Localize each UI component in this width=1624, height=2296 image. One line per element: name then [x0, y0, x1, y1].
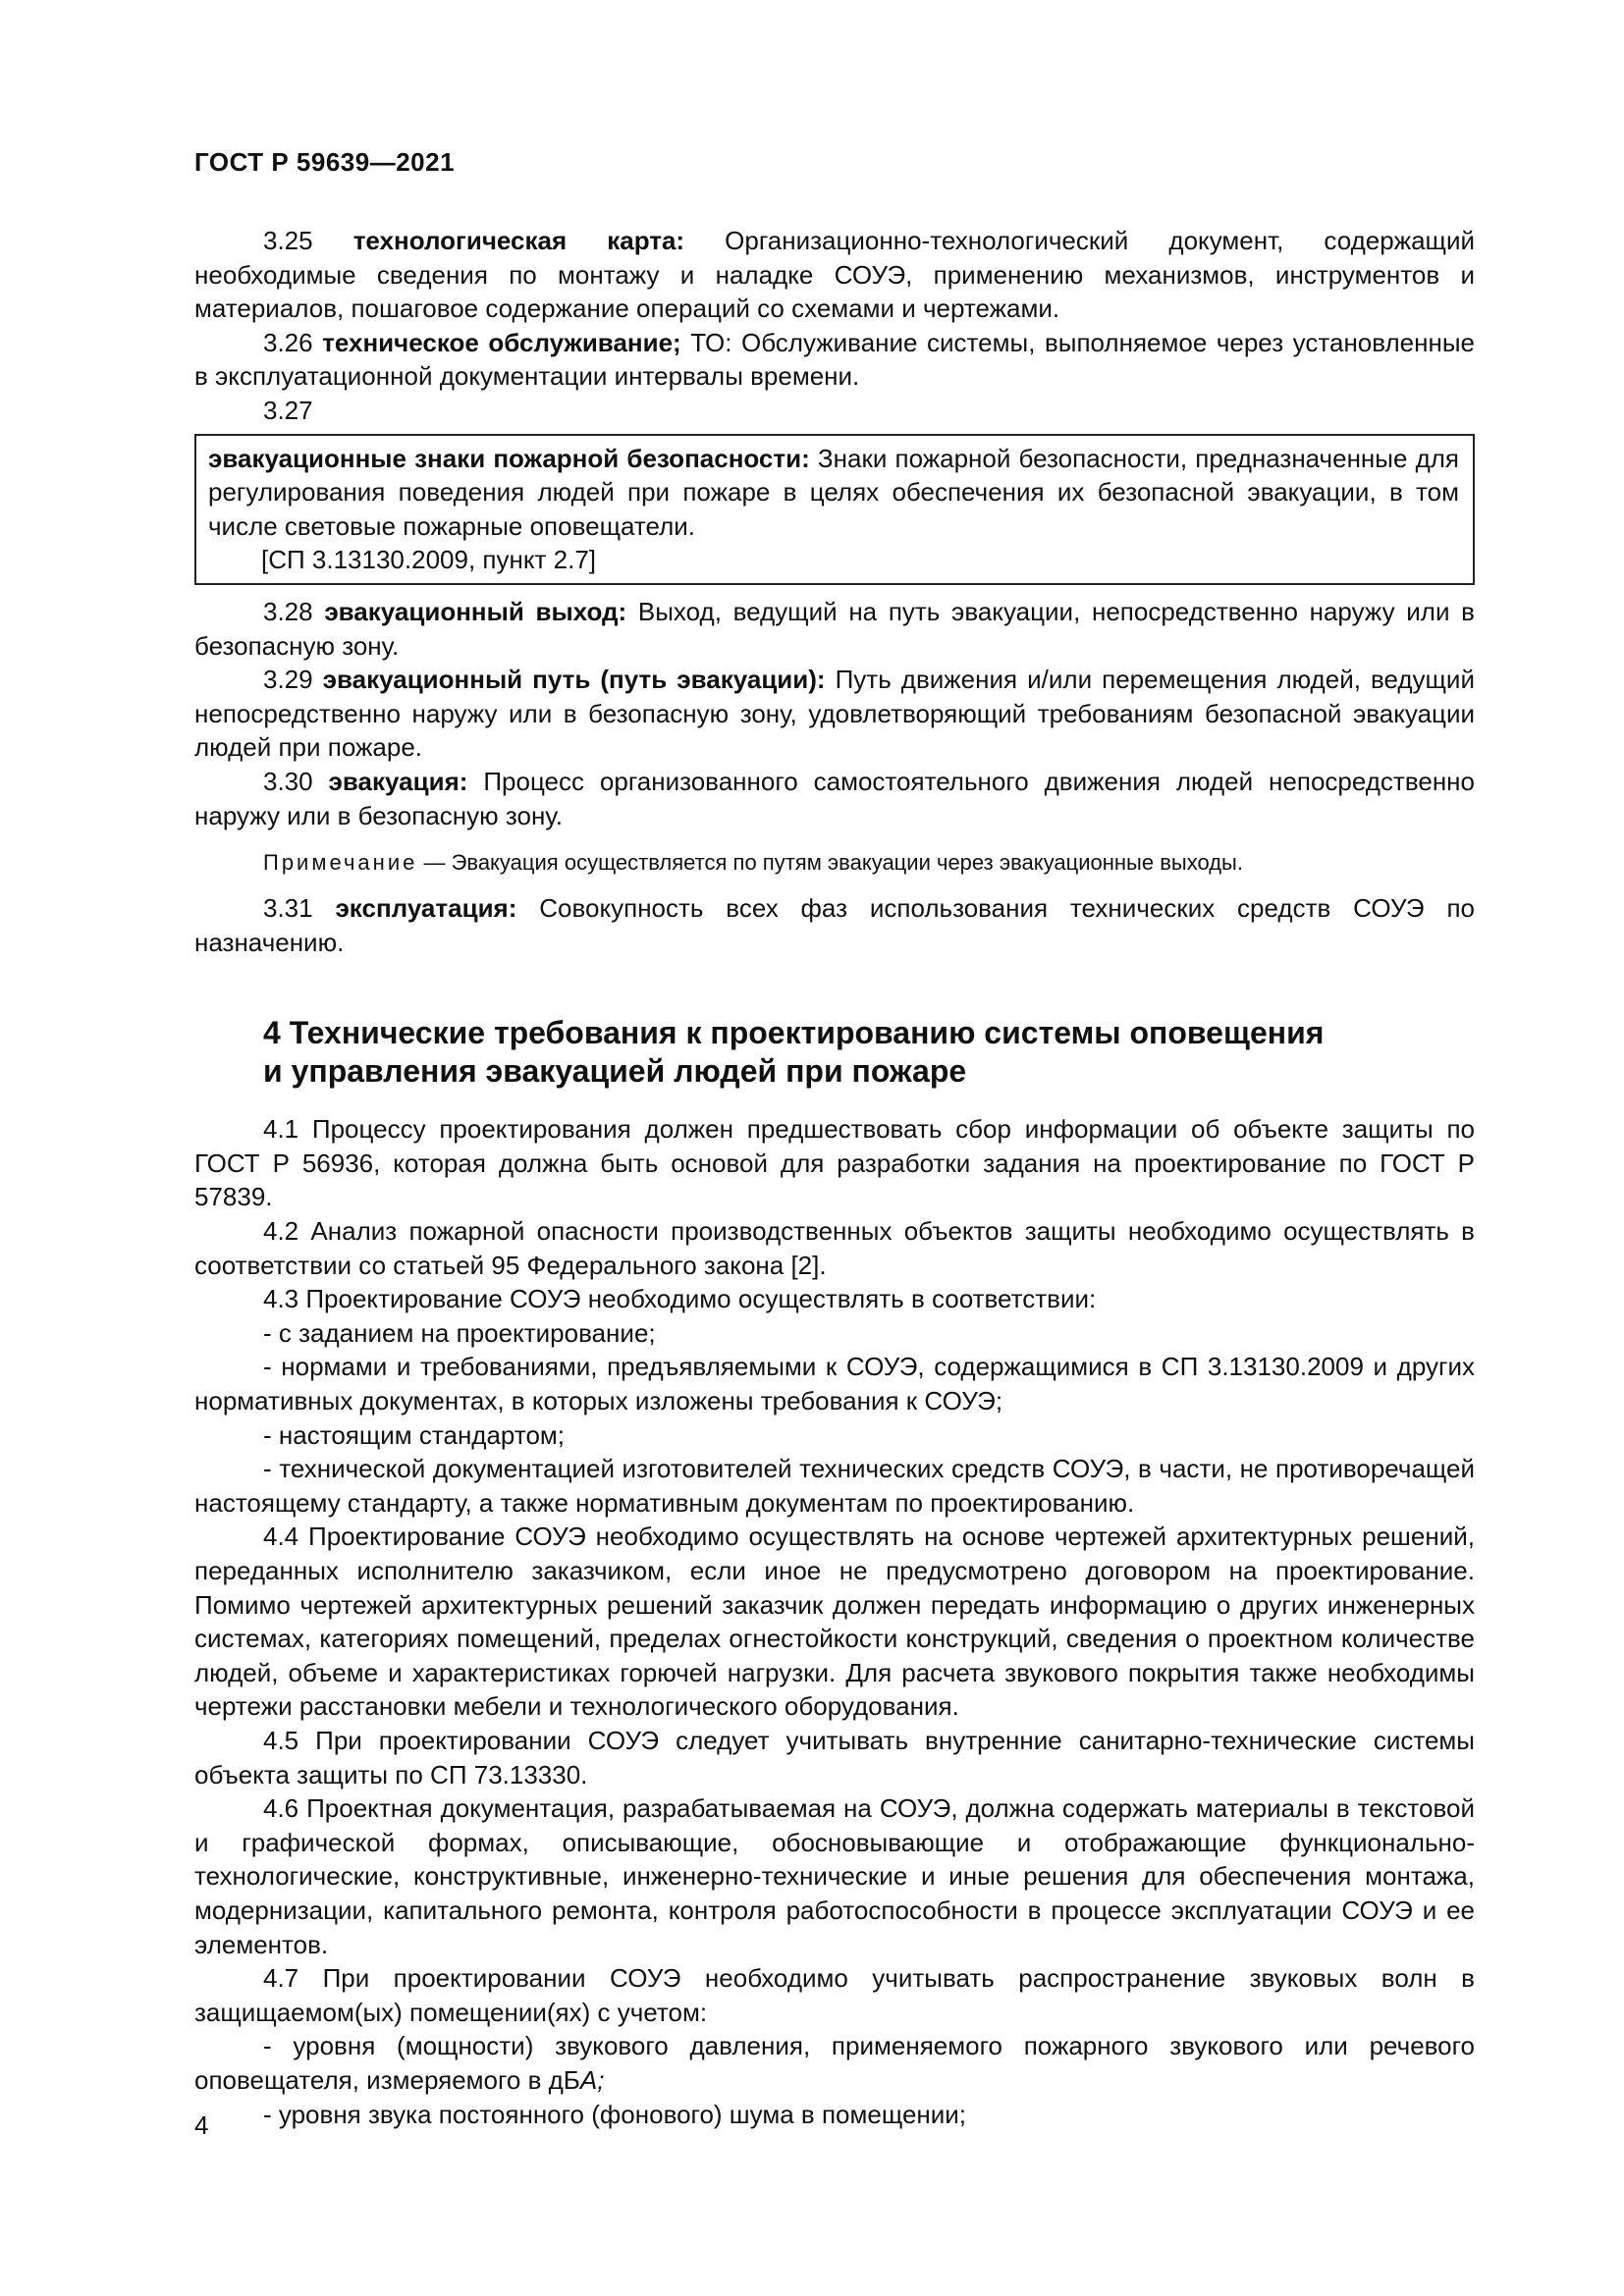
definition-3-31: [194, 891, 1475, 959]
definition-number: 3.28: [263, 596, 313, 626]
definition-text: Организационно-технологический документ, содержащий необходимые сведения по монтажу и наладке СОУЭ, применению механизмов, инструментов и материалов, пошаговое содержание операций со схемами и чертежами.: [194, 226, 1475, 324]
document-header: ГОСТ Р 59639—2021: [194, 147, 456, 177]
list-item: [194, 2029, 1475, 2097]
note-label: Примечание: [263, 850, 418, 876]
list-item: - уровня звука постоянного (фонового) шума в помещении;: [263, 2099, 967, 2129]
definition-term: эвакуационный путь (путь эвакуации):: [322, 665, 826, 695]
definition-reference: [СП 3.13130.2009, пункт 2.7]: [261, 545, 597, 575]
definition-term: эвакуация:: [328, 766, 468, 796]
clause-4-2: 4.2 Анализ пожарной опасности производственных объектов защиты необходимо осуществлять в соответствии со статьей 95 Федерального закона [2].: [194, 1216, 1475, 1280]
clause-4-3: 4.3 Проектирование СОУЭ необходимо осуществлять в соответствии:: [263, 1284, 1097, 1314]
clause-4-6: 4.6 Проектная документация, разрабатываемая на СОУЭ, должна содержать материалы в текстовой и графической формах, описывающие, обосновывающие и отображающие функционально-технологические, конструктивные, инженерно-технические и иные решения для обеспечения монтажа, модернизации, капитального ремонта, контроля работоспособности в процессе эксплуатации СОУЭ и ее элементов.: [194, 1793, 1475, 1959]
document-body: [194, 224, 1475, 2131]
definition-3-27-box: [194, 434, 1475, 585]
definition-number: 3.30: [263, 766, 313, 796]
definition-text: Выход, ведущий на путь эвакуации, непосредственно наружу или в безопасную зону.: [194, 596, 1475, 661]
clause-4-5: 4.5 При проектировании СОУЭ следует учитывать внутренние санитарно-технические системы объекта защиты по СП 73.13330.: [194, 1725, 1475, 1789]
list-item: - нормами и требованиями, предъявляемыми к СОУЭ, содержащимися в СП 3.13130.2009 и других нормативных документах, в которых изложены требования к СОУЭ;: [194, 1352, 1475, 1416]
definition-number: 3.31: [263, 893, 313, 924]
definition-3-27-number: 3.27: [263, 395, 313, 425]
list-item: - с заданием на проектирование;: [263, 1317, 656, 1348]
definition-text: Совокупность всех фаз использования технических средств СОУЭ по назначению.: [194, 893, 1475, 957]
definition-term: эвакуационный выход:: [324, 596, 627, 626]
definition-number: 3.26: [263, 327, 313, 357]
definition-number: 3.29: [263, 665, 313, 695]
definition-text: Знаки пожарной безопасности, предназначенные для регулирования поведения людей при пожаре в целях обеспечения их безопасной эвакуации, в том числе световые пожарные оповещатели.: [208, 443, 1459, 541]
definition-text: ТО: Обслуживание системы, выполняемое через установленные в эксплуатационной документации интервалы времени.: [194, 327, 1475, 392]
definition-term: технологическая карта:: [352, 226, 685, 255]
definition-3-28: [194, 595, 1475, 663]
definition-text: Процесс организованного самостоятельного движения людей непосредственно наружу или в безопасную зону.: [194, 766, 1475, 830]
definition-3-27: [208, 442, 1459, 544]
definition-text: Путь движения и/или перемещения людей, ведущий непосредственно наружу или в безопасную зону, удовлетворяющий требованиям безопасной эвакуации людей при пожаре.: [194, 665, 1475, 763]
definition-number: 3.25: [263, 226, 313, 255]
clause-4-1: 4.1 Процессу проектирования должен предшествовать сбор информации об объекте защиты по ГОСТ Р 56936, которая должна быть основой для разработки задания на проектирование по ГОСТ Р 57839.: [194, 1114, 1475, 1212]
definition-term: техническое обслуживание;: [322, 327, 681, 357]
heading-line-2: и управления эвакуацией людей при пожаре: [263, 1053, 967, 1090]
note-text: — Эвакуация осуществляется по путям эвакуации через эвакуационные выходы.: [417, 850, 1243, 876]
heading-line-1: 4 Технические требования к проектированию системы оповещения: [263, 1015, 1325, 1051]
list-item-text: - уровня (мощности) звукового давления, применяемого пожарного звукового или речевого оповещателя, измеряемого в дБ: [194, 2031, 1475, 2095]
page-number: 4: [194, 2110, 209, 2140]
definition-3-25: [194, 224, 1475, 326]
definition-term: эксплуатация:: [335, 893, 517, 924]
section-4-heading: [194, 1014, 1475, 1091]
definition-term: эвакуационные знаки пожарной безопасности:: [208, 443, 810, 473]
definition-3-26: [194, 326, 1475, 394]
clause-4-7: 4.7 При проектировании СОУЭ необходимо учитывать распространение звуковых волн в защищаемом(ых) помещении(ях) с учетом:: [194, 1963, 1475, 2027]
list-item: - технической документацией изготовителей технических средств СОУЭ, в части, не противоречащей настоящему стандарту, а также нормативным документам по проектированию.: [194, 1454, 1475, 1518]
note: [194, 848, 1475, 878]
list-item: - настоящим стандартом;: [263, 1419, 565, 1450]
clause-4-4: 4.4 Проектирование СОУЭ необходимо осуществлять на основе чертежей архитектурных решений, переданных исполнителю заказчиком, если иное не предусмотрено договором на проектирование. Помимо чертежей архитектурных решений заказчик должен передать информацию о других инженерных системах, категориях помещений, пределах огнестойкости конструкций, сведения о проектном количестве людей, объеме и характеристиках горючей нагрузки. Для расчета звукового покрытия также необходимы чертежи расстановки мебели и технологического оборудования.: [194, 1522, 1475, 1722]
unit-label: А;: [579, 2064, 605, 2095]
definition-3-30: [194, 765, 1475, 832]
definition-3-29: [194, 663, 1475, 765]
